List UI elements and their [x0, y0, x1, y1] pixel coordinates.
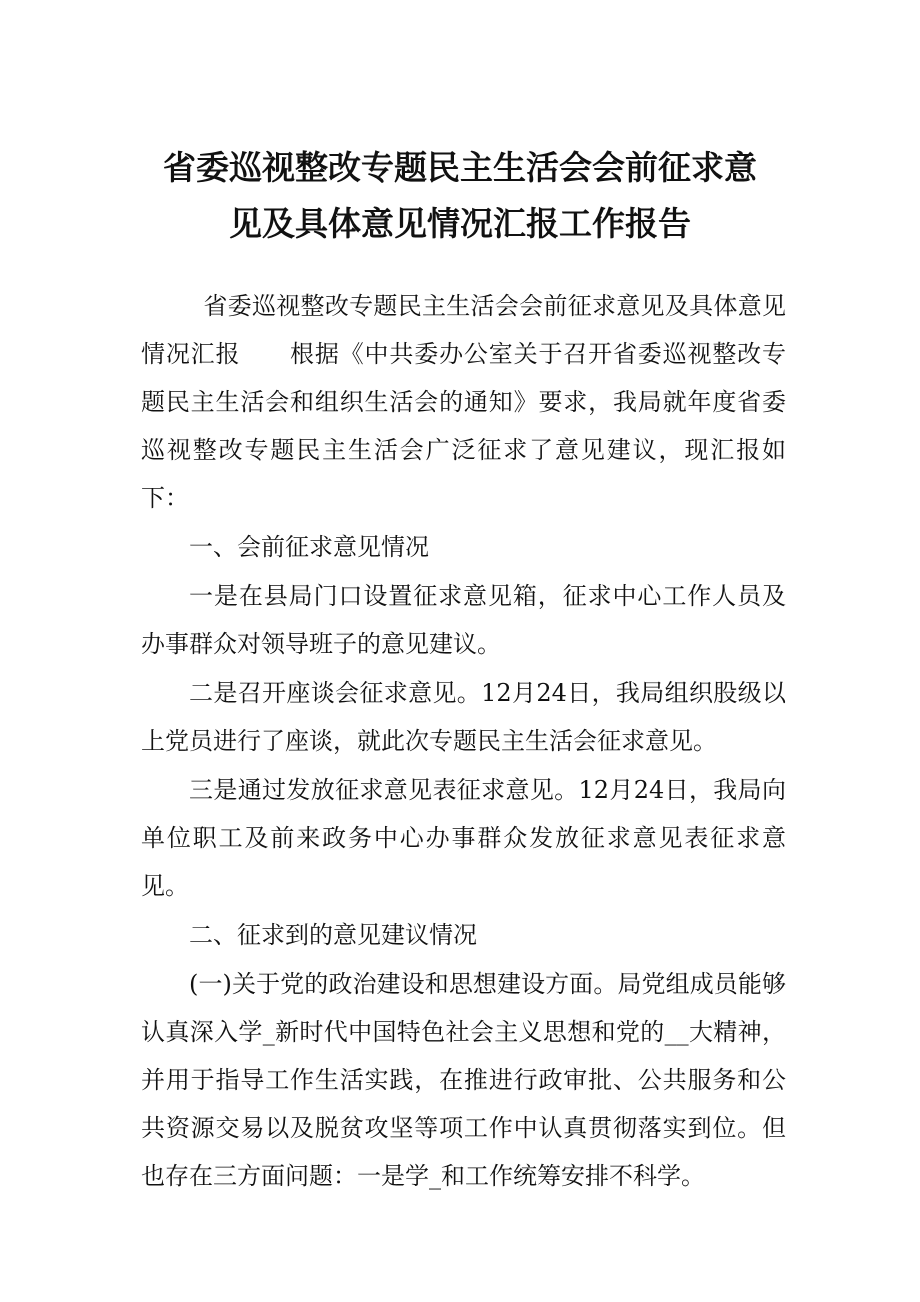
intro-paragraph: 省委巡视整改专题民主生活会会前征求意见及具体意见情况汇报 根据《中共委办公室关于召开省委巡视整改专题民主生活会和组织生活会的通知》要求，我局就年度省委巡视整改专题民主生活会广泛征求了意见建议，现汇报如下： — [141, 292, 786, 512]
section-heading-1: 一、会前征求意见情况 — [189, 533, 429, 561]
document-title — [120, 140, 800, 252]
title-line-1: 省委巡视整改专题民主生活会会前征求意 — [163, 148, 757, 187]
body-paragraph: 二是召开座谈会征求意见。12月24日，我局组织股级以上党员进行了座谈，就此次专题民主生活会征求意见。 — [141, 679, 786, 755]
section-heading-2: 二、征求到的意见建议情况 — [189, 921, 477, 949]
title-line-2: 见及具体意见情况汇报工作报告 — [229, 204, 691, 243]
body-paragraph: 三是通过发放征求意见表征求意见。12月24日，我局向单位职工及前来政务中心办事群众发放征求意见表征求意见。 — [141, 776, 786, 900]
body-paragraph: (一)关于党的政治建设和思想建设方面。局党组成员能够认真深入学_新时代中国特色社会主义思想和党的__大精神，并用于指导工作生活实践，在推进行政审批、公共服务和公共资源交易以及脱贫攻坚等项工作中认真贯彻落实到位。但也存在三方面问题：一是学_和工作统筹安排不科学。 — [141, 970, 786, 1190]
body-paragraph: 一是在县局门口设置征求意见箱，征求中心工作人员及办事群众对领导班子的意见建议。 — [141, 582, 786, 658]
document-body — [141, 282, 786, 1201]
